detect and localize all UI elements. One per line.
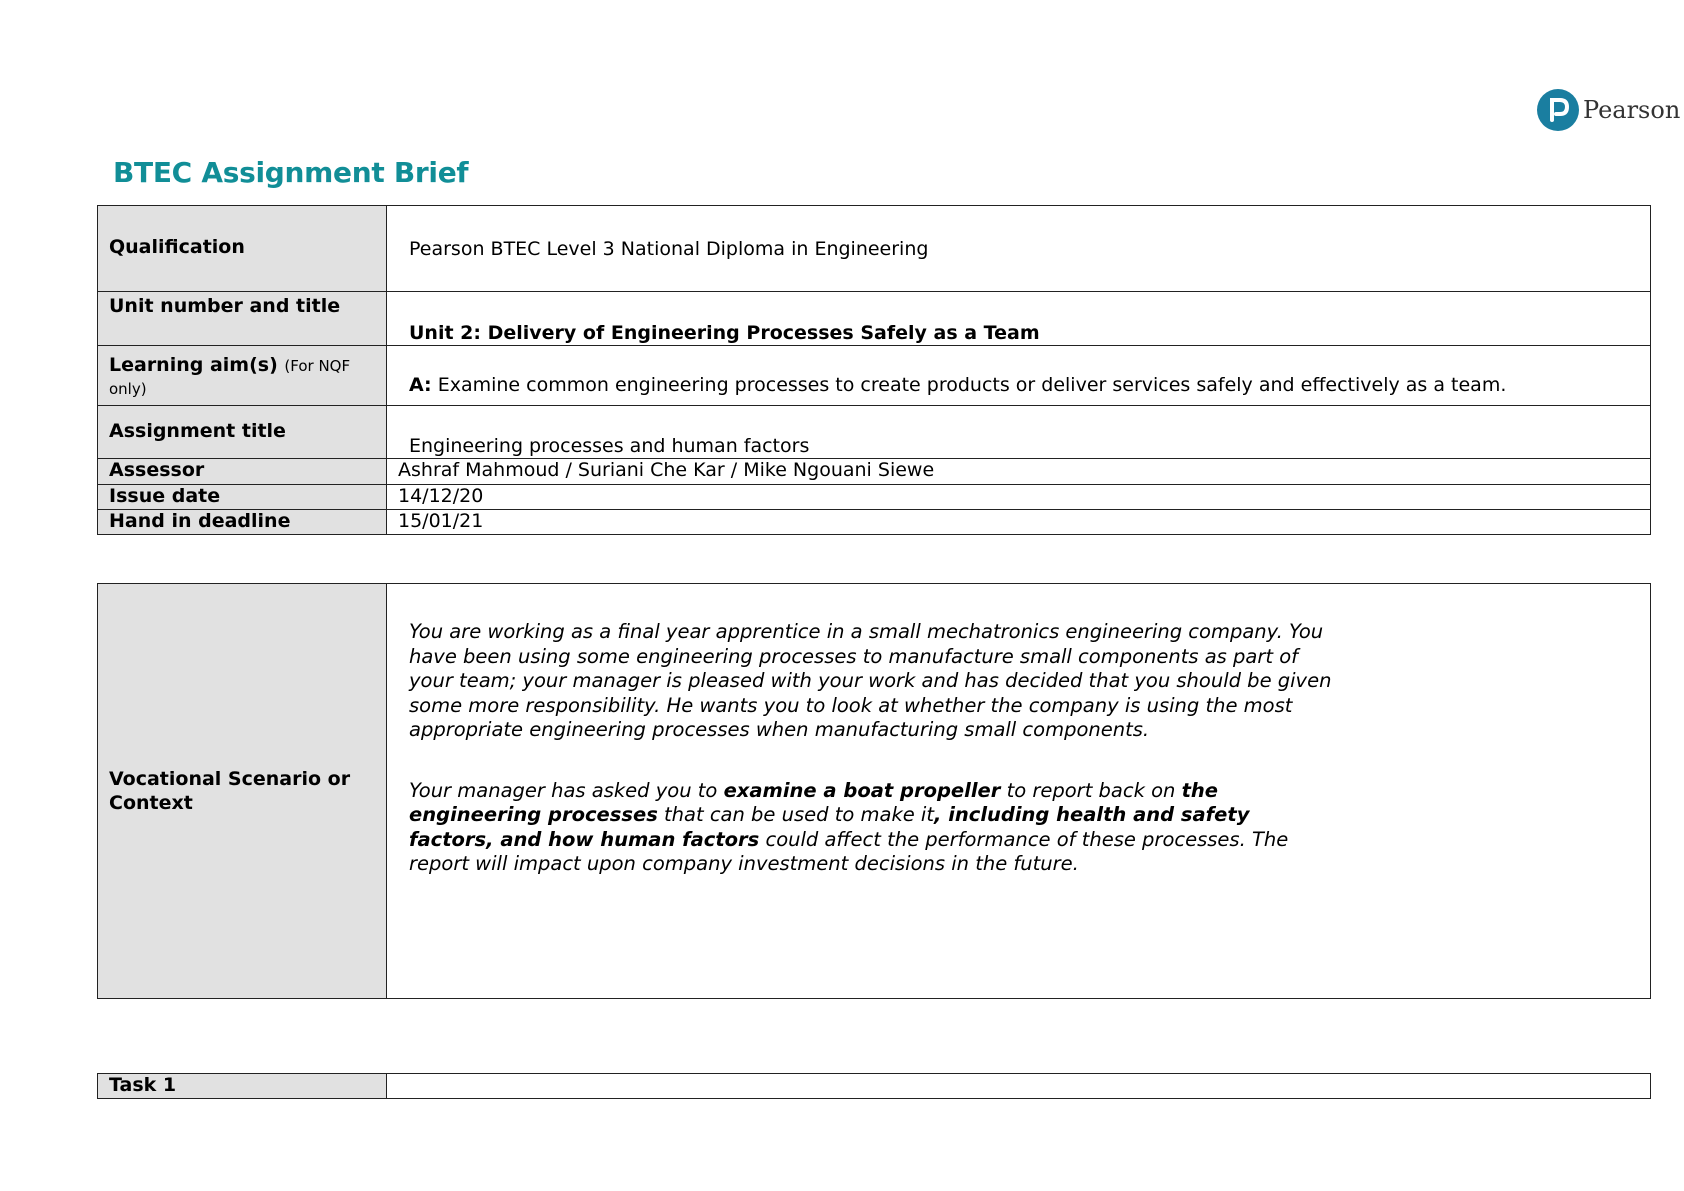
details-table [97,205,1651,535]
qualification-value: Pearson BTEC Level 3 National Diploma in Engineering [387,206,1651,292]
assessor-label: Assessor [98,459,387,485]
task-table [97,1073,1651,1099]
pearson-logo-text: Pearson [1583,96,1681,124]
table-row [98,292,1651,346]
scenario-emphasis: , including health and safety factors, and how human factors [409,803,1250,851]
issue-date-label: Issue date [98,485,387,510]
scenario-paragraph-2 [409,779,1340,877]
pearson-logo-icon [1537,89,1579,131]
assessor-value: Ashraf Mahmoud / Suriani Che Kar / Mike Ngouani Siewe [387,459,1651,485]
scenario-table [97,583,1651,999]
page-title: BTEC Assignment Brief [113,156,469,189]
learning-aim-prefix: A: [409,374,432,396]
scenario-text-run: Your manager has asked you to [409,778,724,802]
unit-value: Unit 2: Delivery of Engineering Processes Safely as a Team [387,292,1651,346]
table-row [98,510,1651,535]
deadline-label: Hand in deadline [98,510,387,535]
task-value [387,1074,1651,1099]
assignment-title-label: Assignment title [98,406,387,459]
scenario-emphasis: the engineering processes [409,778,1218,826]
scenario-text-run: that can be used to make it [657,803,934,826]
task-label: Task 1 [98,1074,387,1099]
scenario-paragraph-1: You are working as a final year apprentice in a small mechatronics engineering company. You have been using some engineering processes to manufacture small components as part of your team; your manager is pleased with your work and has decided that you should be given some more responsibility. He wants you to look at whether the company is using the most appropriate engineering processes when manufacturing small components. [409,620,1332,741]
scenario-text [387,584,1651,999]
qualification-label: Qualification [98,206,387,292]
table-row [98,1074,1651,1099]
scenario-emphasis: examine a boat propeller [723,778,1001,802]
assignment-title-value: Engineering processes and human factors [387,406,1651,459]
table-row [98,584,1651,999]
table-row [98,406,1651,459]
table-row [98,485,1651,510]
scenario-text-run: to report back on [1000,778,1182,802]
pearson-logo [1537,86,1680,134]
learning-aim-text: Examine common engineering processes to create products or deliver services safely and effectively as a team. [437,374,1507,396]
deadline-value: 15/01/21 [387,510,1651,535]
table-row [98,206,1651,292]
scenario-label: Vocational Scenario or Context [98,584,387,999]
issue-date-value: 14/12/20 [387,485,1651,510]
learning-aim-label-text: Learning aim(s) [109,354,278,376]
unit-label: Unit number and title [98,292,387,346]
learning-aim-note: (For NQF only) [109,357,351,398]
table-row [98,459,1651,485]
scenario-text-run: could affect the performance of these processes. The report will impact upon company investment decisions in the future. [409,827,1289,875]
table-row [98,346,1651,406]
learning-aim-label [98,346,387,406]
learning-aim-value [387,346,1651,406]
